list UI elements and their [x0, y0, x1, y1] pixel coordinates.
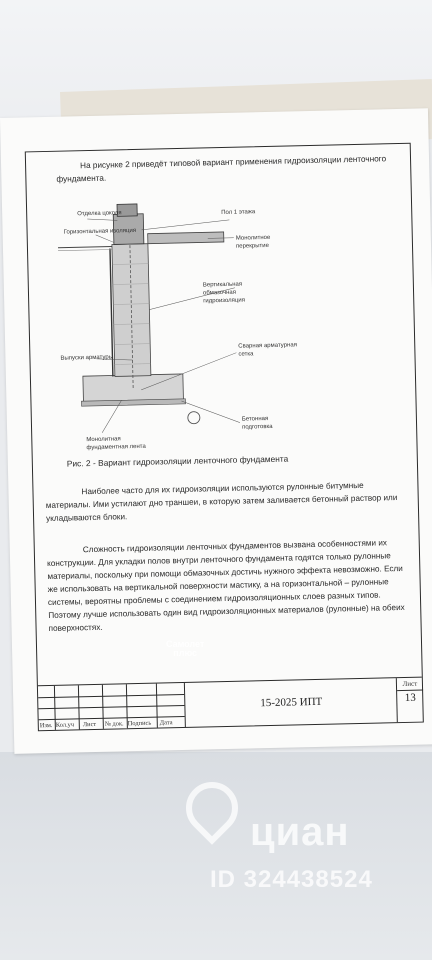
svg-text:Монолитная: Монолитная	[86, 436, 121, 444]
drain-pipe	[188, 412, 200, 424]
sheet-label: Лист	[397, 678, 423, 692]
tb-col-kol: Кол.уч	[55, 721, 75, 729]
figure-caption: Рис. 2 - Вариант гидроизоляции ленточного фундамента	[66, 453, 289, 469]
floor-slab	[148, 232, 224, 244]
label-monolithic-slab-1: Монолитное	[235, 234, 271, 242]
svg-text:фундаментная лента: фундаментная лента	[86, 443, 146, 452]
label-rebar-outlets: Выпуски арматуры	[60, 354, 114, 362]
label-plinth-finish: Отделка цоколя	[77, 210, 122, 218]
svg-text:Вертикальная: Вертикальная	[202, 281, 243, 289]
svg-text:гидроизоляция: гидроизоляция	[203, 297, 246, 305]
ground-line	[58, 246, 112, 247]
title-block	[38, 677, 423, 731]
svg-text:подготовка: подготовка	[242, 423, 273, 431]
title-block-grid	[38, 683, 185, 730]
cian-watermark	[150, 776, 420, 896]
svg-text:обмазочная: обмазочная	[202, 289, 237, 297]
tb-col-doc: № док.	[104, 720, 124, 728]
tb-col-date: Дата	[159, 719, 173, 727]
svg-text:Сварная арматурная: Сварная арматурная	[238, 342, 297, 350]
label-monolithic-slab-2: перекрытие	[235, 242, 270, 250]
tb-col-sign: Подпись	[127, 719, 152, 728]
label-horizontal-isolation: Горизонтальная изоляция	[63, 227, 137, 236]
concrete-base	[83, 374, 184, 402]
svg-text:сетка: сетка	[238, 351, 254, 358]
samolet-watermark: Самолет плюс	[166, 639, 205, 658]
document-code: 15-2025 ИПТ	[184, 678, 398, 727]
drawing-frame	[25, 143, 424, 732]
label-first-floor: Пол 1 этажа	[221, 209, 256, 217]
sheet-cell	[396, 678, 424, 723]
svg-text:Бетонная: Бетонная	[241, 415, 269, 423]
intro-paragraph: На рисунке 2 приведёт типовой вариант применения гидроизоляции ленточного фундамента.	[56, 154, 387, 184]
cian-logo-text: циан	[250, 810, 350, 854]
listing-id: ID 324438524	[210, 866, 373, 893]
paragraph-1: Наиболее часто для их гидроизоляции используются рулонные битумные материалы. Ими устилают дно траншеи, в которую затем заливается бетонный раствор или укладываются блоки.	[45, 480, 398, 524]
paragraph-2: Сложность гидроизоляции ленточных фундаментов вызвана особенностями их конструкции. Для укладки полов внутри ленточного фундамента годятся только рулонные материалы, поскольку при помощи обмазочных достичь нужного эффекта невозможно. Если же использовать на вертикальной поверхности мастику, а на горизонтальной – рулонные системы, вероятны проблемы с соединением гидроизоляционных слоев разных типов. Поэтому лучше использовать один вид гидроизоляционных материалов (рулонные) на обеих поверхностях.	[47, 538, 405, 634]
location-pin-icon	[175, 771, 249, 845]
document-page	[0, 108, 432, 754]
tb-col-list: Лист	[82, 720, 97, 729]
sheet-number: 13	[404, 691, 416, 704]
foundation-diagram	[57, 196, 313, 457]
tb-col-izm: Изм.	[39, 721, 53, 730]
